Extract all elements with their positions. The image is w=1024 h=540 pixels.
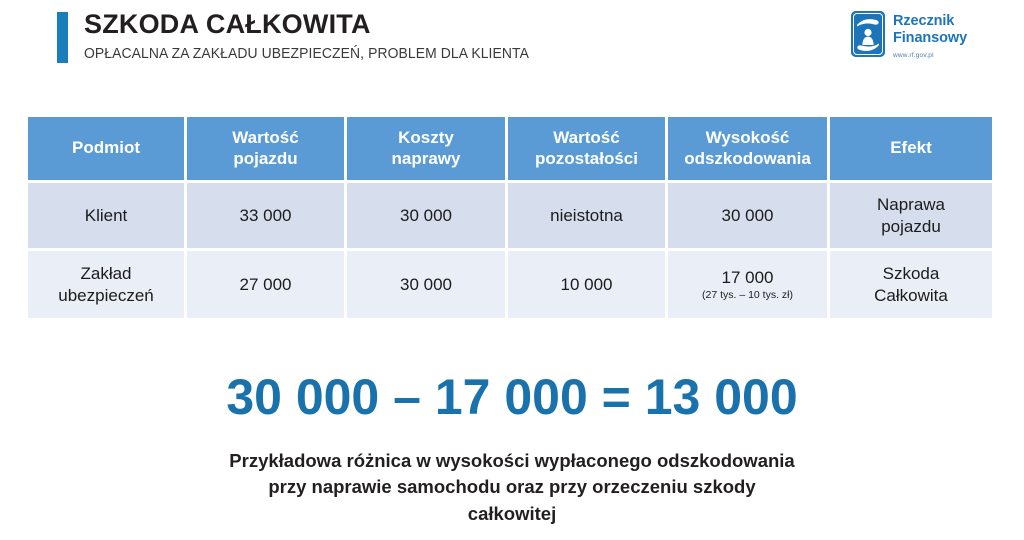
col-header-wartosc-pojazdu-line2: pojazdu	[233, 148, 298, 168]
rzecznik-finansowy-logo	[851, 11, 996, 61]
col-header-wartosc-pojazdu	[187, 117, 347, 183]
accent-bar	[57, 12, 68, 63]
col-header-wysokosc-odszkodowania-line2: odszkodowania	[684, 148, 811, 168]
col-header-podmiot-line1: Podmiot	[72, 138, 140, 158]
cell-wartosc-pojazdu-insurer: 27 000	[187, 251, 347, 318]
comparison-table	[28, 117, 992, 318]
col-header-koszty-naprawy	[347, 117, 508, 183]
slide-header	[0, 0, 1024, 95]
logo-line-2: Finansowy	[893, 30, 968, 47]
cell-podmiot-insurer-line2: ubezpieczeń	[58, 285, 154, 305]
caption-text	[150, 448, 874, 527]
cell-efekt-client-line1: Naprawa	[876, 195, 946, 215]
logo-line-1: Rzecznik	[893, 13, 955, 29]
table-row	[28, 183, 992, 251]
cell-koszty-naprawy-client: 30 000	[347, 183, 508, 251]
col-header-koszty-naprawy-line2: naprawy	[391, 148, 461, 168]
col-header-wartosc-pojazdu-line1: Wartość	[232, 127, 299, 147]
caption-line-1: Przykładowa różnica w wysokości wypłaconego odszkodowania	[229, 450, 795, 471]
col-header-efekt	[830, 117, 992, 183]
table-body	[28, 183, 992, 318]
cell-efekt-insurer-line2: Całkowita	[874, 285, 948, 305]
col-header-wartosc-pozostalosci-line2: pozostałości	[535, 148, 638, 168]
caption-line-2: przy naprawie samochodu oraz przy orzeczeniu szkody	[268, 476, 756, 498]
cell-wysokosc-odszkodowania-insurer-value: 17 000	[721, 268, 774, 288]
cell-efekt-insurer	[830, 251, 992, 318]
cell-podmiot-insurer	[28, 251, 187, 318]
cell-podmiot-client: Klient	[28, 183, 187, 251]
cell-wartosc-pojazdu-client: 33 000	[187, 183, 347, 251]
highlight-equation: 30 000 – 17 000 = 13 000	[226, 369, 798, 425]
page-title: SZKODA CAŁKOWITA	[84, 9, 371, 39]
table-header-row	[28, 117, 992, 183]
caption-line-3: całkowitej	[467, 502, 557, 524]
cell-efekt-client-line2: pojazdu	[881, 216, 941, 236]
col-header-wysokosc-odszkodowania-line1: Wysokość	[705, 127, 790, 147]
title-block	[84, 9, 548, 62]
col-header-wartosc-pozostalosci	[508, 117, 668, 183]
cell-efekt-insurer-line1: Szkoda	[882, 264, 940, 284]
cell-podmiot-insurer-line1: Zakład	[80, 264, 132, 284]
table-row	[28, 251, 992, 318]
logo-mark-icon	[851, 11, 885, 57]
cell-efekt-client	[830, 183, 992, 251]
col-header-efekt-line1: Efekt	[890, 138, 932, 158]
cell-wysokosc-odszkodowania-insurer	[668, 251, 830, 318]
col-header-podmiot	[28, 117, 187, 183]
cell-wysokosc-odszkodowania-insurer-note: (27 tys. – 10 tys. zł)	[701, 289, 794, 302]
cell-wartosc-pozostalosci-client: nieistotna	[508, 183, 668, 251]
cell-koszty-naprawy-insurer: 30 000	[347, 251, 508, 318]
table-header	[28, 117, 992, 183]
col-header-wartosc-pozostalosci-line1: Wartość	[553, 127, 620, 147]
col-header-koszty-naprawy-line1: Koszty	[398, 127, 454, 147]
logo-url: www.rf.gov.pl	[893, 52, 934, 60]
cell-wysokosc-odszkodowania-client: 30 000	[668, 183, 830, 251]
page-subtitle: OPŁACALNA ZA ZAKŁADU UBEZPIECZEŃ, PROBLEM DLA KLIENTA	[84, 46, 529, 63]
logo-wordmark	[893, 13, 996, 59]
cell-wartosc-pozostalosci-insurer: 10 000	[508, 251, 668, 318]
col-header-wysokosc-odszkodowania	[668, 117, 830, 183]
